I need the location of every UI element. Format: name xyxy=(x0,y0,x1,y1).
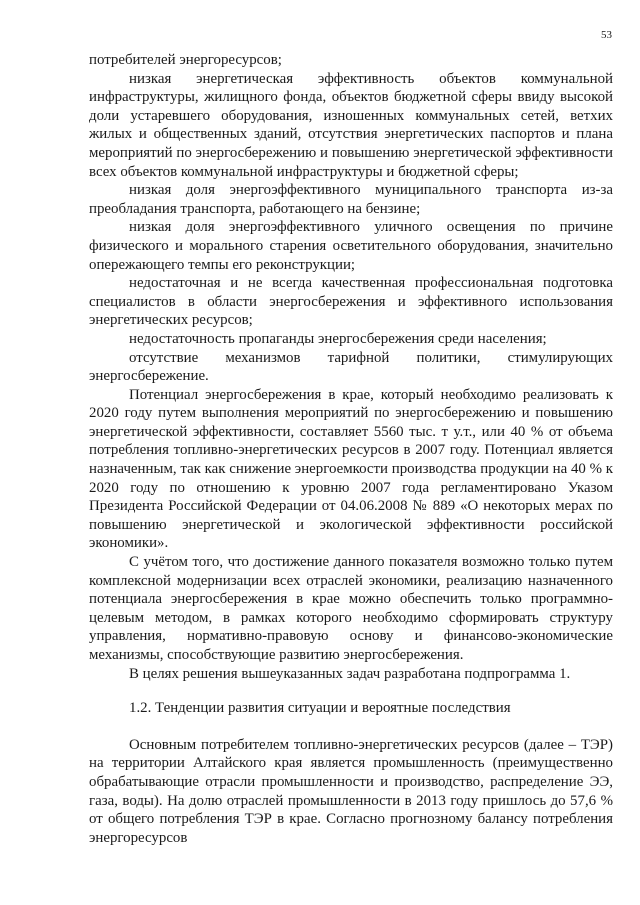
paragraph-low-efficient-transport: низкая доля энергоэффективного муниципального транспорта из-за преобладания транспорта, работающего на бензине; xyxy=(89,182,613,217)
section-heading: 1.2. Тенденции развития ситуации и вероятные последствия xyxy=(129,700,511,717)
document-body xyxy=(89,51,613,847)
page-number: 53 xyxy=(601,29,612,41)
paragraph-professional-training: недостаточная и не всегда качественная профессиональная подготовка специалистов в области энергосбережения и эффективного использования энергетических ресурсов; xyxy=(89,275,613,329)
paragraph-continuation: потребителей энергоресурсов; xyxy=(89,52,282,68)
paragraph-subprogram: В целях решения вышеуказанных задач разработана подпрограмма 1. xyxy=(129,665,571,682)
paragraph-low-efficiency-utilities: низкая энергетическая эффективность объектов коммунальной инфраструктуры, жилищного фонда, объектов бюджетной сферы ввиду высокой доли устаревшего оборудования, изношенных коммунальных сетей, ветхих жилых и общественных зданий, отсутствия энергетических паспортов и плана мероприятий по энергосбережению и повышению энергетической эффективности всех объектов коммунальной инфраструктуры и бюджетной сферы; xyxy=(89,70,613,180)
paragraph-tariff-policy: отсутствие механизмов тарифной политики, стимулирующих энергосбережение. xyxy=(89,349,613,385)
paragraph-potential: Потенциал энергосбережения в крае, который необходимо реализовать к 2020 году путем выполнения мероприятий по энергосбережению и повышению энергетической эффективности, составляет 5560 тыс. т у.т., или 40 % от объема потребления топливно-энергетических ресурсов в 2007 году. Потенциал является назначенным, так как снижение энергоемкости производства продукции на 40 % к 2020 году по отношению к уровню 2007 года регламентировано Указом Президента Российской Федерации от 04.06.2008 № 889 «О некоторых мерах по повышению энергетической и экологической эффективности российской экономики». xyxy=(89,386,613,552)
paragraph-main-consumer: Основным потребителем топливно-энергетических ресурсов (далее – ТЭР) на территории Алтайского края является промышленность (преимущественно обрабатывающие отрасли промышленности и производство, распределение ЭЭ, газа, воды). На долю отраслей промышленности в 2013 году пришлось до 57,6 % от общего потребления ТЭР в крае. Согласно прогнозному балансу потребления энергоресурсов xyxy=(89,736,613,846)
paragraph-propaganda: недостаточность пропаганды энергосбережения среди населения; xyxy=(129,330,547,347)
paragraph-modernization: С учётом того, что достижение данного показателя возможно только путем комплексной модернизации всех отраслей экономики, реализацию назначенного потенциала энергосбережения в крае можно обеспечить только программно-целевым методом, в рамках которого необходимо сформировать структуру управления, нормативно-правовую основу и финансово-экономические механизмы, способствующие развитию энергосбережения. xyxy=(89,554,613,663)
paragraph-street-lighting: низкая доля энергоэффективного уличного освещения по причине физического и морального старения осветительного оборудования, значительно опережающего темпы его реконструкции; xyxy=(89,219,613,273)
